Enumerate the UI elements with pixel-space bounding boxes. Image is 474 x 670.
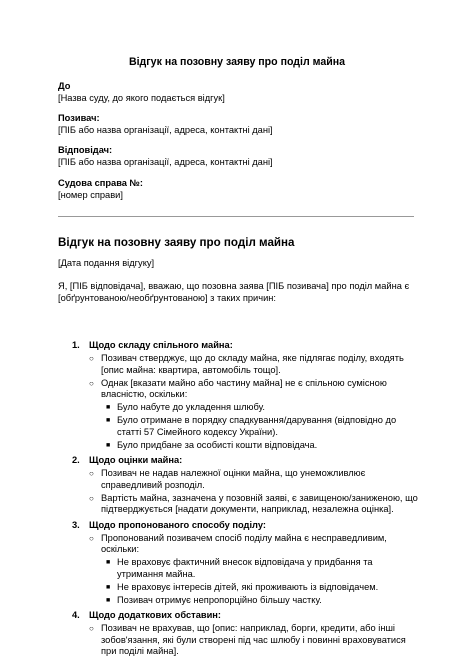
objection-title: [58, 455, 418, 467]
objection-number: 1.: [72, 340, 80, 350]
circle-bullet-icon: ○: [89, 354, 94, 363]
plaintiff-value: [ПІБ або назва організації, адреса, контактні дані]: [58, 125, 273, 135]
bullet-line: [опис майна: квартира, автомобіль тощо].: [101, 364, 281, 375]
bullet-line: Було набуте до укладення шлюбу.: [117, 402, 265, 412]
objection-title-text: Щодо оцінки майна:: [89, 455, 183, 465]
court-value: [Назва суду, до якого подається відгук]: [58, 93, 225, 103]
objections-list: [58, 340, 418, 658]
bullet-line: статті 57 Сімейного кодексу України).: [117, 426, 278, 437]
square-bullet-icon: ■: [106, 417, 111, 424]
defendant-block: [58, 144, 273, 168]
intro-line: Я, [ПІБ відповідача], вважаю, що позовна заява [ПІБ позивача] про поділ майна є: [58, 281, 410, 291]
plaintiff-block: [58, 112, 273, 136]
defendant-label: Відповідач:: [58, 145, 113, 155]
sub-bullet-item: [58, 402, 418, 414]
sub-bullet-item: [58, 440, 418, 452]
objection-section: [58, 340, 418, 451]
circle-bullet-icon: ○: [89, 533, 94, 543]
objection-title-text: Щодо пропонованого способу поділу:: [89, 519, 266, 530]
circle-bullet-icon: ○: [89, 493, 94, 503]
square-bullet-icon: ■: [106, 441, 111, 449]
plaintiff-label: Позивач:: [58, 113, 100, 123]
bullet-line: при поділі майна].: [101, 646, 179, 656]
circle-bullet-icon: ○: [89, 378, 94, 388]
section-heading: Відгук на позовну заяву про поділ майна: [58, 236, 295, 249]
bullet-line: Не враховує інтересів дітей, які проживають із відповідачем.: [117, 581, 379, 592]
objection-title: [58, 610, 418, 622]
bullet-line: Позивач не надав належної оцінки майна, що унеможливлює: [101, 468, 366, 478]
objection-number: 4.: [72, 610, 80, 620]
objection-section: [58, 455, 418, 516]
bullet-line: Вартість майна, зазначена у позовній заяві, є завищеною/заниженою, що: [101, 492, 418, 503]
square-bullet-icon: ■: [106, 404, 111, 411]
bullet-line: власністю, оскільки:: [101, 389, 188, 399]
divider-line: [58, 216, 414, 217]
bullet-line: Позивач отримує непропорційно більшу частку.: [117, 594, 322, 605]
case-block: [58, 177, 143, 201]
bullet-line: зобов'язання, які були створені під час шлюбу і повинні враховуватися: [101, 634, 406, 645]
bullet-line: підтверджується [надати документи, наприклад, незалежна оцінка].: [101, 504, 394, 514]
square-bullet-icon: ■: [106, 559, 111, 566]
sub-bullet-item: [58, 415, 418, 438]
sub-bullet-item: [58, 595, 418, 607]
bullet-item: [58, 533, 418, 556]
document-title: Відгук на позовну заяву про поділ майна: [128, 56, 346, 68]
bullet-line: оскільки:: [101, 544, 140, 554]
bullet-line: Однак [вказати майно або частину майна] не є спільною сумісною: [101, 377, 387, 388]
bullet-line: Не враховує фактичний внесок відповідача у придбання та: [117, 557, 373, 567]
bullet-item: [58, 353, 418, 376]
objection-title-text: Щодо додаткових обставин:: [89, 610, 222, 620]
intro-paragraph: [58, 280, 414, 304]
square-bullet-icon: ■: [106, 583, 111, 591]
bullet-item: [58, 623, 418, 658]
court-block: [58, 80, 225, 104]
objection-title: [58, 340, 418, 352]
defendant-value: [ПІБ або назва організації, адреса, контактні дані]: [58, 157, 273, 167]
case-value: [номер справи]: [58, 190, 123, 200]
bullet-line: утримання майна.: [117, 568, 196, 579]
bullet-item: [58, 493, 418, 516]
circle-bullet-icon: ○: [89, 469, 94, 478]
bullet-line: справедливий розподіл.: [101, 479, 205, 490]
bullet-line: Було отримане в порядку спадкування/дарування (відповідно до: [117, 415, 397, 425]
objection-section: [58, 520, 418, 607]
objection-title-text: Щодо складу спільного майна:: [89, 340, 233, 350]
square-bullet-icon: ■: [106, 596, 111, 604]
sub-bullet-item: [58, 557, 418, 580]
objection-number: 2.: [72, 455, 80, 465]
bullet-item: [58, 468, 418, 491]
bullet-line: Позивач не врахував, що [опис: наприклад, борги, кредити, або інші: [101, 623, 395, 633]
bullet-line: Було придбане за особисті кошти відповідача.: [117, 439, 318, 450]
intro-line: [обґрунтованою/необґрунтованою] з таких причин:: [58, 293, 276, 303]
objection-section: [58, 610, 418, 658]
objection-title: [58, 520, 418, 532]
bullet-line: Позивач стверджує, що до складу майна, яке підлягає поділу, входять: [101, 353, 404, 363]
circle-bullet-icon: ○: [89, 624, 94, 633]
case-label: Судова справа №:: [58, 178, 144, 188]
court-label: До: [58, 81, 71, 91]
bullet-item: [58, 378, 418, 401]
bullet-line: Пропонований позивачем спосіб поділу майна є несправедливим,: [101, 532, 387, 543]
sub-bullet-item: [58, 582, 418, 594]
filing-date: [Дата подання відгуку]: [58, 258, 155, 268]
objection-number: 3.: [72, 519, 80, 530]
